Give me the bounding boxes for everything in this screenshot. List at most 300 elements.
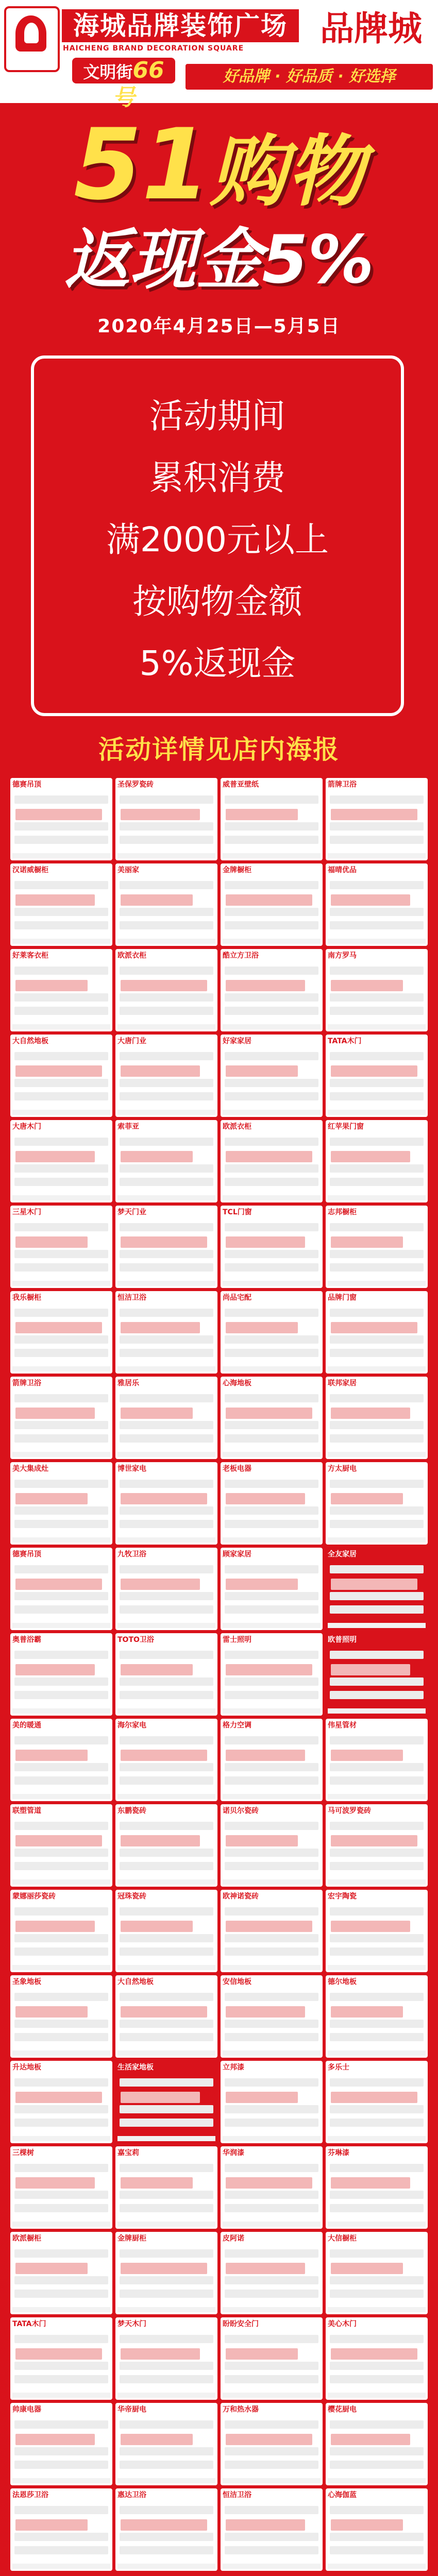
- brand-card-footer: [223, 1110, 321, 1115]
- brand-card-fineprint: [121, 2519, 207, 2531]
- brand-card-footer: [12, 1452, 110, 1457]
- brand-card-fineprint: [14, 2375, 108, 2383]
- brand-card-title: 酷立方卫浴: [223, 952, 259, 960]
- brand-card-fineprint: [330, 2105, 424, 2113]
- brand-card-footer: [328, 2136, 426, 2141]
- brand-card: [221, 1975, 323, 2058]
- brand-card-title: 多乐士: [328, 2063, 349, 2072]
- brand-card-title: 嘉宝莉: [117, 2149, 139, 2157]
- brand-card-fineprint: [226, 2519, 305, 2531]
- brand-card-fineprint: [225, 1394, 318, 1402]
- brand-card: [221, 1548, 323, 1630]
- brand-card-fineprint: [330, 1520, 424, 1528]
- brand-card: [115, 1291, 217, 1374]
- brand-card-fineprint: [14, 2249, 108, 2258]
- brand-card-fineprint: [330, 1309, 424, 1317]
- brand-card-title: 尚品宅配: [223, 1294, 251, 1302]
- brand-card-footer: [117, 1537, 215, 1543]
- brand-card-fineprint: [120, 1079, 213, 1087]
- brand-card-fineprint: [225, 1934, 318, 1942]
- brand-card-fineprint: [14, 1763, 108, 1771]
- brand-card-fineprint: [331, 2263, 403, 2274]
- brand-card-fineprint: [330, 1862, 424, 1870]
- brand-card-fineprint: [15, 1236, 88, 1248]
- brand-card-fineprint: [121, 1664, 193, 1675]
- brand-card-fineprint: [14, 1349, 108, 1357]
- brand-card-fineprint: [330, 1138, 424, 1146]
- brand-card-fineprint: [225, 1092, 318, 1100]
- brand-card-fineprint: [330, 1223, 424, 1231]
- brand-card-fineprint: [14, 1907, 108, 1916]
- brand-card-fineprint: [121, 809, 200, 820]
- brand-card-fineprint: [225, 1335, 318, 1344]
- brand-card-fineprint: [225, 2276, 318, 2284]
- brand-card-fineprint: [330, 1993, 424, 2001]
- brand-card-title: 恒洁卫浴: [223, 2491, 251, 2499]
- brand-card-fineprint: [120, 1849, 213, 1857]
- brand-card-fineprint: [14, 1677, 108, 1686]
- brand-card: [326, 1804, 428, 1887]
- brand-card-fineprint: [120, 1776, 213, 1785]
- brand-card: [10, 2317, 112, 2400]
- brand-card-title: 雷士照明: [223, 1636, 251, 1644]
- brand-card-title: 方太厨电: [328, 1465, 357, 1473]
- brand-card-fineprint: [226, 1921, 312, 1932]
- brand-card-footer: [12, 2222, 110, 2227]
- brand-card: [10, 1206, 112, 1288]
- notice-line-4: 按购物金额: [132, 582, 302, 621]
- brand-card-fineprint: [225, 1520, 318, 1528]
- brand-card-fineprint: [14, 1605, 108, 1614]
- brand-card-fineprint: [226, 980, 305, 991]
- brand-card-title: 立邦漆: [223, 2063, 244, 2072]
- brand-card: [115, 2403, 217, 2485]
- brand-card-title: 德赛吊顶: [12, 1550, 41, 1558]
- brand-card-fineprint: [120, 2078, 213, 2087]
- brand-card-fineprint: [225, 795, 318, 804]
- brand-card-title: 大信橱柜: [328, 2234, 357, 2243]
- brand-card-fineprint: [120, 908, 213, 916]
- brand-card-fineprint: [120, 1907, 213, 1916]
- brand-card-title: 品牌门窗: [328, 1294, 357, 1302]
- brand-card-footer: [328, 2564, 426, 2569]
- brand-card-fineprint: [330, 1677, 424, 1686]
- brand-card-title: 联塑管道: [12, 1807, 41, 1815]
- brand-card-footer: [223, 1281, 321, 1286]
- notice-line-3: 满2000元以上: [106, 520, 329, 560]
- brand-card-fineprint: [331, 2434, 410, 2445]
- brand-card-fineprint: [330, 1934, 424, 1942]
- brand-card: [115, 1120, 217, 1202]
- brand-card: [326, 778, 428, 860]
- brand-card: [10, 1975, 112, 2058]
- brand-card-fineprint: [225, 1007, 318, 1015]
- brand-card-fineprint: [120, 1421, 213, 1429]
- brand-card-title: 好家家居: [223, 1037, 251, 1045]
- brand-card-fineprint: [14, 1250, 108, 1258]
- brand-card-fineprint: [225, 822, 318, 831]
- hero-date: 2020年4月25日—5月5日: [97, 316, 341, 337]
- brand-card-fineprint: [225, 881, 318, 889]
- brand-card: [115, 1633, 217, 1716]
- brand-card-fineprint: [120, 795, 213, 804]
- brand-card-fineprint: [14, 1592, 108, 1600]
- brand-card-fineprint: [14, 1506, 108, 1515]
- brand-card-fineprint: [330, 921, 424, 929]
- brand-card-fineprint: [225, 2461, 318, 2469]
- brand-card-fineprint: [225, 1263, 318, 1272]
- brand-card-fineprint: [14, 1934, 108, 1942]
- brand-card: [115, 949, 217, 1031]
- brand-card-fineprint: [14, 1480, 108, 1488]
- brand-card-fineprint: [330, 1007, 424, 1015]
- brand-card-fineprint: [331, 1236, 403, 1248]
- brand-card-fineprint: [121, 2177, 193, 2189]
- brand-card-title: 梦天木门: [117, 2320, 146, 2328]
- brand-card-footer: [223, 1024, 321, 1029]
- brand-card-fineprint: [226, 809, 298, 820]
- brand-card-fineprint: [330, 1907, 424, 1916]
- brand-card-title: 皮阿诺: [223, 2234, 244, 2243]
- brand-card: [10, 2061, 112, 2143]
- brand-card-title: TCL门窗: [223, 1208, 252, 1216]
- brand-card-fineprint: [331, 1579, 417, 1590]
- brand-card-fineprint: [225, 1907, 318, 1916]
- brand-card-fineprint: [120, 2461, 213, 2469]
- brand-card-footer: [12, 939, 110, 944]
- brand-card-fineprint: [14, 1263, 108, 1272]
- brand-card-fineprint: [225, 2191, 318, 2199]
- brand-card-fineprint: [226, 1579, 298, 1590]
- brand-card-fineprint: [120, 2420, 213, 2429]
- brand-card-title: 汉诺威橱柜: [12, 866, 48, 874]
- brand-card-fineprint: [120, 1394, 213, 1402]
- brand-card: [326, 2232, 428, 2314]
- brand-card-fineprint: [331, 1835, 417, 1846]
- brand-card-fineprint: [331, 894, 410, 906]
- brand-card-fineprint: [120, 2506, 213, 2514]
- brand-card-footer: [328, 2307, 426, 2312]
- brand-card-fineprint: [225, 2119, 318, 2127]
- brand-card-fineprint: [330, 2078, 424, 2087]
- brand-card-title: 欧派衣柜: [117, 952, 146, 960]
- brand-card: [326, 1377, 428, 1459]
- brand-card-footer: [328, 939, 426, 944]
- brand-card-footer: [12, 2564, 110, 2569]
- brand-card-fineprint: [14, 2164, 108, 2172]
- brand-card-footer: [12, 1537, 110, 1543]
- brand-card-fineprint: [330, 836, 424, 844]
- brand-card-fineprint: [120, 1349, 213, 1357]
- brand-card-footer: [117, 2050, 215, 2056]
- brand-card: [326, 1291, 428, 1374]
- brand-card-footer: [117, 1366, 215, 1371]
- brand-card-fineprint: [14, 1565, 108, 1573]
- brand-card-fineprint: [121, 1921, 193, 1932]
- brand-card-fineprint: [120, 2276, 213, 2284]
- brand-card-fineprint: [225, 1763, 318, 1771]
- brand-card-fineprint: [330, 2533, 424, 2541]
- brand-card-fineprint: [330, 2447, 424, 2455]
- brand-card-fineprint: [14, 2420, 108, 2429]
- brand-card-fineprint: [14, 2105, 108, 2113]
- brand-card-footer: [328, 1623, 426, 1628]
- brand-card: [326, 2146, 428, 2229]
- brand-card: [10, 1548, 112, 1630]
- brand-card-fineprint: [225, 2420, 318, 2429]
- brand-card-title: 美大集成灶: [12, 1465, 48, 1473]
- brand-card: [221, 2146, 323, 2229]
- brand-card-title: TATA木门: [328, 1037, 362, 1045]
- brand-card-fineprint: [15, 1579, 102, 1590]
- brand-card-fineprint: [226, 2263, 305, 2274]
- brand-card-title: 九牧卫浴: [117, 1550, 146, 1558]
- brand-card-fineprint: [121, 1493, 207, 1504]
- brand-card: [115, 2232, 217, 2314]
- brand-card-fineprint: [14, 2033, 108, 2041]
- hero-title: [0, 108, 438, 224]
- brand-card: [10, 2488, 112, 2571]
- brand-card-fineprint: [14, 921, 108, 929]
- brand-card-title: 奥普浴霸: [12, 1636, 41, 1644]
- brand-card: [10, 863, 112, 946]
- brand-card-title: 宏宇陶瓷: [328, 1892, 357, 1901]
- brand-card-title: 好莱客衣柜: [12, 952, 48, 960]
- brand-card-footer: [12, 2136, 110, 2141]
- brand-card-fineprint: [15, 1921, 95, 1932]
- brand-card-fineprint: [120, 1947, 213, 1956]
- brand-card-title: 格力空调: [223, 1721, 251, 1730]
- brand-card-fineprint: [330, 1250, 424, 1258]
- notice-line-1: 活动期间: [149, 396, 285, 436]
- brand-card-footer: [117, 1708, 215, 1714]
- brand-card-fineprint: [331, 980, 403, 991]
- brand-card-fineprint: [225, 967, 318, 975]
- brand-card-fineprint: [330, 2362, 424, 2370]
- brand-card-fineprint: [120, 1007, 213, 1015]
- brand-card-fineprint: [331, 1065, 417, 1077]
- brand-card-fineprint: [14, 1862, 108, 1870]
- brand-card-fineprint: [330, 1349, 424, 1357]
- brand-card-fineprint: [14, 1138, 108, 1146]
- brand-card-title: 梦天门业: [117, 1208, 146, 1216]
- brand-card-title: 南方罗马: [328, 952, 357, 960]
- brand-card-fineprint: [120, 1480, 213, 1488]
- brand-card-fineprint: [14, 1178, 108, 1186]
- brand-card: [221, 1377, 323, 1459]
- brand-card-fineprint: [225, 1651, 318, 1659]
- brand-card-fineprint: [15, 1065, 102, 1077]
- brand-card-fineprint: [330, 993, 424, 1002]
- brand-card-fineprint: [225, 1605, 318, 1614]
- brand-card-fineprint: [330, 1605, 424, 1614]
- brand-card: [326, 1035, 428, 1117]
- brand-card-fineprint: [121, 980, 207, 991]
- brand-card-title: 芬琳漆: [328, 2149, 349, 2157]
- brand-card-fineprint: [120, 1178, 213, 1186]
- brand-card: [115, 2317, 217, 2400]
- brand-card-fineprint: [225, 2447, 318, 2455]
- brand-card-fineprint: [14, 2020, 108, 2028]
- brand-card: [115, 1206, 217, 1288]
- brand-card-fineprint: [330, 1592, 424, 1600]
- brand-card-fineprint: [330, 1736, 424, 1744]
- brand-card-footer: [328, 1794, 426, 1799]
- brand-card-title: 心海伽蓝: [328, 2491, 357, 2499]
- brand-card-footer: [328, 853, 426, 858]
- brand-card-fineprint: [331, 1408, 410, 1419]
- brand-card-fineprint: [330, 1763, 424, 1771]
- brand-card-fineprint: [14, 795, 108, 804]
- brand-card-fineprint: [121, 2092, 200, 2103]
- brand-card-title: 红苹果门窗: [328, 1123, 364, 1131]
- brand-card-footer: [12, 1195, 110, 1200]
- brand-card-title: 博世家电: [117, 1465, 146, 1473]
- brand-card-footer: [117, 1024, 215, 1029]
- brand-card-footer: [223, 2222, 321, 2227]
- brand-card-title: 金牌橱柜: [223, 866, 251, 874]
- brand-card-title: 福晴优品: [328, 866, 357, 874]
- brand-card-title: 升达地板: [12, 2063, 41, 2072]
- brand-card-footer: [223, 2393, 321, 2398]
- brand-card-fineprint: [331, 1664, 410, 1675]
- brand-card-footer: [223, 1623, 321, 1628]
- brand-card-title: 欧派衣柜: [223, 1123, 251, 1131]
- brand-card-fineprint: [120, 2164, 213, 2172]
- brand-card-fineprint: [225, 2546, 318, 2554]
- brand-card-fineprint: [15, 2519, 88, 2531]
- brand-card-fineprint: [330, 1164, 424, 1173]
- brand-card-title: 安信地板: [223, 1978, 251, 1986]
- brand-card-fineprint: [120, 1263, 213, 1272]
- brand-card-fineprint: [330, 1849, 424, 1857]
- brand-card: [10, 1890, 112, 1972]
- brand-card-fineprint: [120, 1605, 213, 1614]
- brand-card-fineprint: [225, 908, 318, 916]
- brand-card-fineprint: [120, 2204, 213, 2212]
- brand-card: [221, 2488, 323, 2571]
- brand-card-fineprint: [330, 2461, 424, 2469]
- brand-card: [326, 2317, 428, 2400]
- brand-card-fineprint: [120, 2375, 213, 2383]
- brand-card-fineprint: [15, 980, 88, 991]
- brand-card-footer: [117, 2222, 215, 2227]
- brand-card-fineprint: [225, 1776, 318, 1785]
- brand-card-footer: [223, 1708, 321, 1714]
- brand-card-title: 箭牌卫浴: [12, 1379, 41, 1387]
- brand-card-fineprint: [226, 1750, 305, 1761]
- brand-card-fineprint: [226, 2006, 305, 2018]
- brand-card-footer: [328, 1452, 426, 1457]
- brand-card-fineprint: [120, 2533, 213, 2541]
- brand-card-fineprint: [330, 2375, 424, 2383]
- brand-card-footer: [12, 2050, 110, 2056]
- brand-card-fineprint: [14, 2290, 108, 2298]
- brand-card-fineprint: [14, 2461, 108, 2469]
- brand-card-fineprint: [225, 2033, 318, 2041]
- brand-card-fineprint: [15, 809, 102, 820]
- brand-card-footer: [223, 1794, 321, 1799]
- brand-card-fineprint: [120, 1092, 213, 1100]
- brand-card-fineprint: [225, 2533, 318, 2541]
- brand-card: [115, 1548, 217, 1630]
- brand-card-footer: [223, 2050, 321, 2056]
- brand-card-fineprint: [15, 1750, 88, 1761]
- brand-card-footer: [117, 2393, 215, 2398]
- brand-card-footer: [117, 939, 215, 944]
- brand-card: [326, 1719, 428, 1801]
- address-prefix: 文明街: [83, 62, 133, 82]
- brand-card-fineprint: [226, 1493, 305, 1504]
- brand-card-footer: [328, 1281, 426, 1286]
- brand-card-title: 恒洁卫浴: [117, 1294, 146, 1302]
- brand-card-fineprint: [15, 1322, 102, 1333]
- brand-card-footer: [117, 1879, 215, 1885]
- brand-card-fineprint: [14, 2335, 108, 2343]
- brand-card-fineprint: [120, 967, 213, 975]
- brand-card: [326, 1462, 428, 1545]
- brand-card: [326, 949, 428, 1031]
- brand-card: [10, 949, 112, 1031]
- brand-card-fineprint: [330, 2204, 424, 2212]
- brand-card-fineprint: [226, 1236, 305, 1248]
- brand-card-fineprint: [225, 1250, 318, 1258]
- brand-card-footer: [12, 1110, 110, 1115]
- brand-card-fineprint: [120, 1592, 213, 1600]
- brand-logo: [4, 6, 60, 72]
- brand-card-fineprint: [225, 1052, 318, 1060]
- brand-card-fineprint: [226, 2177, 312, 2189]
- brand-card-title: 联邦家居: [328, 1379, 357, 1387]
- brand-card-fineprint: [331, 1493, 403, 1504]
- brand-card-fineprint: [120, 1506, 213, 1515]
- brand-card-fineprint: [15, 2348, 102, 2360]
- brand-card-fineprint: [330, 1421, 424, 1429]
- brand-card-footer: [117, 2564, 215, 2569]
- brand-card-title: 盼盼安全门: [223, 2320, 259, 2328]
- brand-card-fineprint: [120, 1164, 213, 1173]
- brand-card-title: 欧神诺瓷砖: [223, 1892, 259, 1901]
- brand-card: [115, 1377, 217, 1459]
- brand-card-title: 伟星管材: [328, 1721, 357, 1730]
- brand-card-fineprint: [225, 1993, 318, 2001]
- brand-card-title: 雅居乐: [117, 1379, 139, 1387]
- brand-card-fineprint: [330, 1947, 424, 1956]
- brand-card-fineprint: [225, 1736, 318, 1744]
- brand-card-footer: [117, 2478, 215, 2483]
- brand-card: [221, 949, 323, 1031]
- brand-card: [10, 1719, 112, 1801]
- brand-card: [10, 778, 112, 860]
- brand-card-fineprint: [225, 1223, 318, 1231]
- brand-card-fineprint: [14, 1993, 108, 2001]
- brand-card-fineprint: [14, 2506, 108, 2514]
- brand-card-fineprint: [14, 881, 108, 889]
- brand-card-fineprint: [225, 2362, 318, 2370]
- brand-card-fineprint: [120, 993, 213, 1002]
- brand-card-title: 三星木门: [12, 1208, 41, 1216]
- brand-card-fineprint: [121, 1322, 200, 1333]
- brand-card: [221, 1206, 323, 1288]
- brand-card-title: 欧普照明: [328, 1636, 357, 1644]
- brand-card-fineprint: [226, 2434, 312, 2445]
- brand-card-fineprint: [225, 1079, 318, 1087]
- brand-card-fineprint: [330, 1565, 424, 1573]
- brand-card-fineprint: [15, 894, 95, 906]
- brand-card-title: 美心木门: [328, 2320, 357, 2328]
- brand-card-title: 欧派橱柜: [12, 2234, 41, 2243]
- brand-card-fineprint: [121, 2348, 200, 2360]
